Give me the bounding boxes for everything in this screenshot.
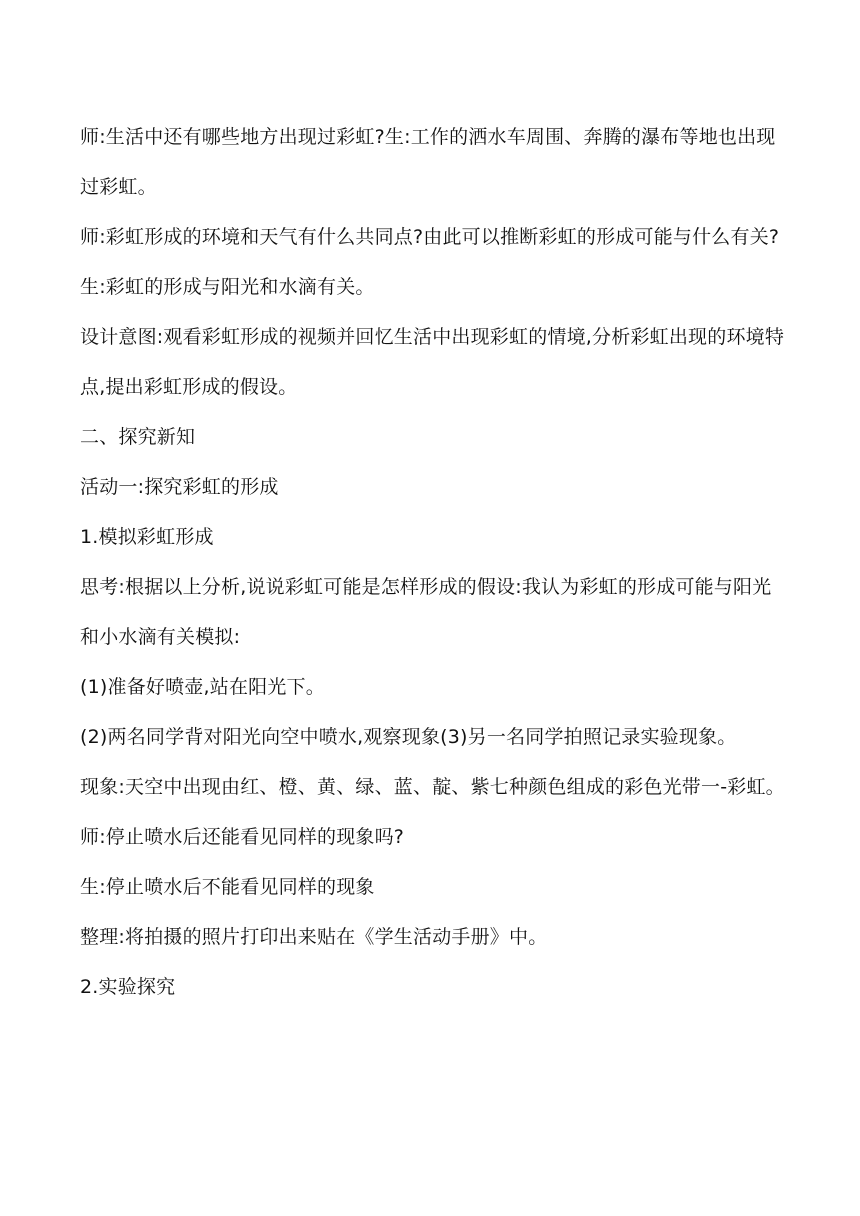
- step-prepare-sprayer: (1)准备好喷壶,站在阳光下。: [80, 676, 325, 698]
- paragraph-phenomenon: 现象:天空中出现由红、橙、黄、绿、蓝、靛、紫七种颜色组成的彩色光带一-彩虹。: [80, 776, 785, 798]
- activity-heading: 活动一:探究彩虹的形成: [80, 476, 279, 498]
- paragraph-teacher-question-stop-spray: 师:停止喷水后还能看见同样的现象吗?: [80, 826, 405, 848]
- paragraph-design-intent: 设计意图:观看彩虹形成的视频并回忆生活中出现彩虹的情境,分析彩虹出现的环境特点,提出彩虹形成的假设。: [80, 326, 785, 398]
- paragraph-teacher-question-common-point: 师:彩虹形成的环境和天气有什么共同点?由此可以推断彩虹的形成可能与什么有关?: [80, 226, 780, 248]
- subsection-heading-simulate: 1.模拟彩虹形成: [80, 526, 214, 548]
- step-spray-observe: (2)两名同学背对阳光向空中喷水,观察现象(3)另一名同学拍照记录实验现象。: [80, 726, 737, 748]
- document-body: [80, 112, 786, 1012]
- paragraph-student-answer-stop-spray: 生:停止喷水后不能看见同样的现象: [80, 876, 375, 898]
- paragraph-teacher-question-rainbow-places: 师:生活中还有哪些地方出现过彩虹?生:工作的洒水车周围、奔腾的瀑布等地也出现过彩虹。: [80, 126, 776, 198]
- paragraph-student-answer-sun-water: 生:彩虹的形成与阳光和水滴有关。: [80, 276, 375, 298]
- paragraph-organize-photos: 整理:将拍摄的照片打印出来贴在《学生活动手册》中。: [80, 926, 548, 948]
- section-heading-explore: 二、探究新知: [80, 426, 196, 448]
- subsection-heading-experiment: 2.实验探究: [80, 976, 176, 998]
- paragraph-think-hypothesis: 思考:根据以上分析,说说彩虹可能是怎样形成的假设:我认为彩虹的形成可能与阳光和小水滴有关模拟:: [80, 576, 772, 648]
